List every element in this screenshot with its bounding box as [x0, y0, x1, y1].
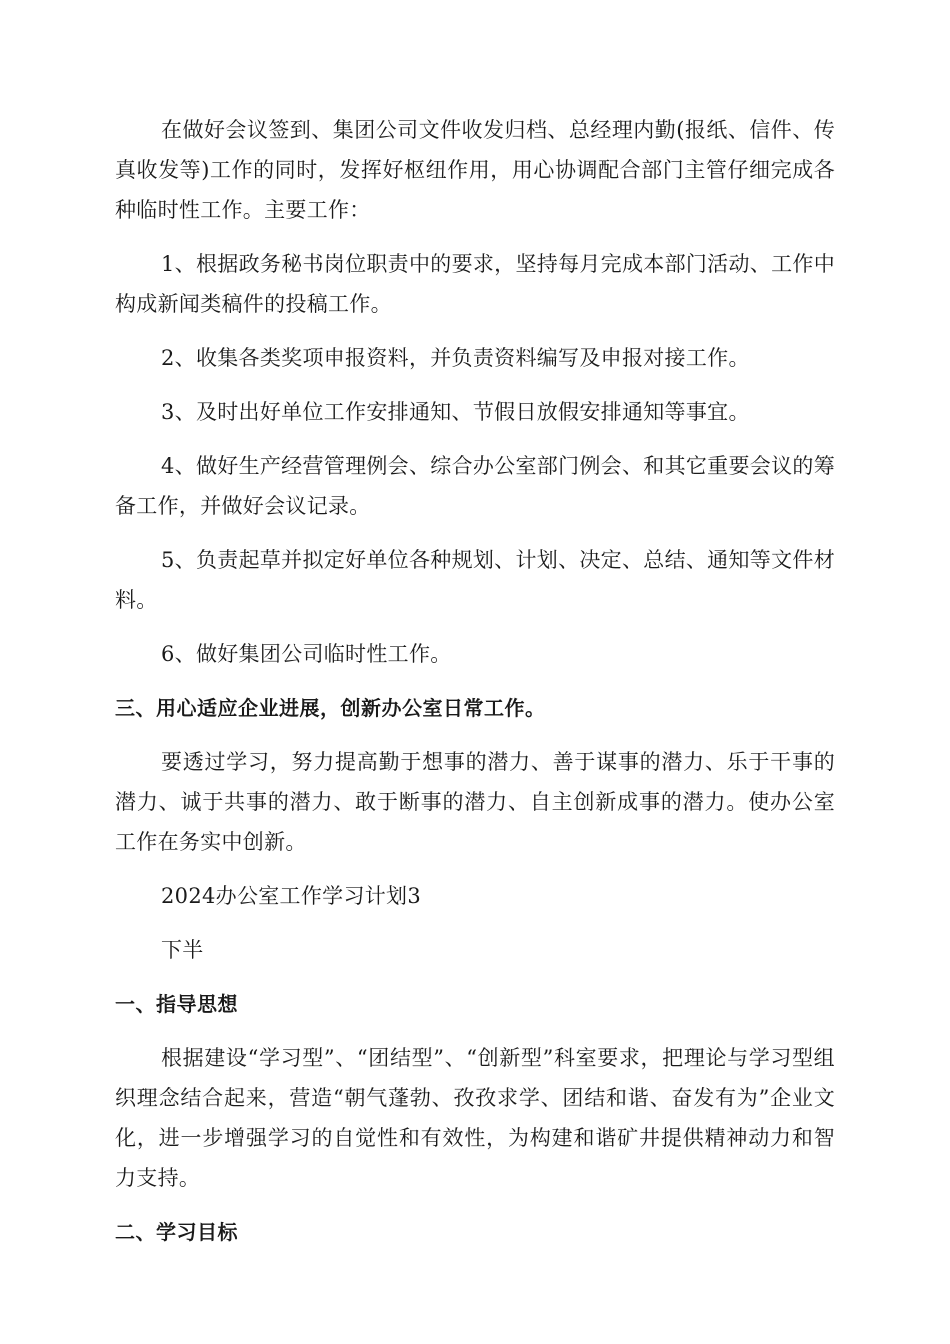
paragraph-section-1: 根据建设“学习型”、“团结型”、“创新型”科室要求，把理论与学习型组织理念结合起来，营造“朝气蓬勃、孜孜求学、团结和谐、奋发有为”企业文化，进一步增强学习的自觉性和有效性，为构建和谐矿井提供精神动力和智力支持。	[115, 1046, 835, 1190]
sub-title: 下半	[161, 938, 204, 962]
paragraph-item-2: 2、收集各类奖项申报资料，并负责资料编写及申报对接工作。	[161, 346, 750, 370]
document-body	[115, 110, 835, 1266]
section-heading-1: 一、指导思想	[115, 992, 238, 1016]
paragraph-item-6: 6、做好集团公司临时性工作。	[161, 642, 452, 666]
paragraph-item-4: 4、做好生产经营管理例会、综合办公室部门例会、和其它重要会议的筹备工作，并做好会议记录。	[115, 454, 835, 518]
plan-title: 2024办公室工作学习计划3	[161, 884, 422, 908]
paragraph-item-3: 3、及时出好单位工作安排通知、节假日放假安排通知等事宜。	[161, 400, 750, 424]
paragraph-item-5: 5、负责起草并拟定好单位各种规划、计划、决定、总结、通知等文件材料。	[115, 548, 835, 612]
section-heading-2: 二、学习目标	[115, 1220, 238, 1244]
section-heading-3: 三、用心适应企业进展，创新办公室日常工作。	[115, 696, 546, 720]
paragraph-intro: 在做好会议签到、集团公司文件收发归档、总经理内勤(报纸、信件、传真收发等)工作的同时，发挥好枢纽作用，用心协调配合部门主管仔细完成各种临时性工作。主要工作：	[115, 118, 835, 222]
paragraph-item-1: 1、根据政务秘书岗位职责中的要求，坚持每月完成本部门活动、工作中构成新闻类稿件的投稿工作。	[115, 252, 835, 316]
paragraph-section-3: 要透过学习，努力提高勤于想事的潜力、善于谋事的潜力、乐于干事的潜力、诚于共事的潜力、敢于断事的潜力、自主创新成事的潜力。使办公室工作在务实中创新。	[115, 750, 835, 854]
